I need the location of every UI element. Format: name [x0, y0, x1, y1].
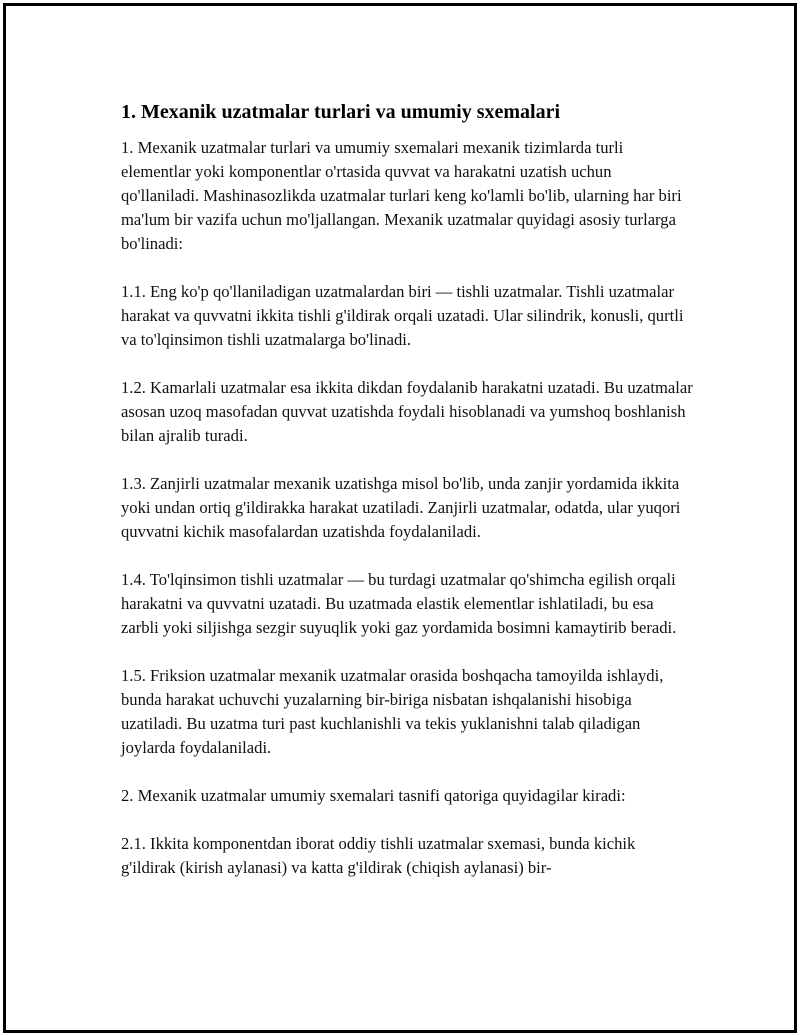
paragraph-1-5: 1.5. Friksion uzatmalar mexanik uzatmalar orasida boshqacha tamoyilda ishlaydi, bunda harakat uchuvchi yuzalarning bir-biriga nisbatan ishqalanishi hisobiga uzatiladi. Bu uzatma turi past kuchlanishli va tekis yuklanishni talab qiladigan joylarda foydalaniladi. — [121, 666, 664, 757]
document-title: 1. Mexanik uzatmalar turlari va umumiy sxemalari — [121, 101, 561, 123]
document-body — [121, 100, 693, 880]
paragraph-1-1: 1.1. Eng ko'p qo'llaniladigan uzatmalardan biri — tishli uzatmalar. Tishli uzatmalar harakat va quvvatni ikkita tishli g'ildirak orqali uzatadi. Ular silindrik, konusli, qurtli va to'lqinsimon tishli uzatmalarga bo'linadi. — [121, 282, 684, 349]
page-frame — [3, 3, 797, 1033]
paragraph-1-3: 1.3. Zanjirli uzatmalar mexanik uzatishga misol bo'lib, unda zanjir yordamida ikkita yoki undan ortiq g'ildirakka harakat uzatiladi. Zanjirli uzatmalar, odatda, ular yuqori quvvatni kichik masofalardan uzatishda foydalaniladi. — [121, 474, 681, 541]
paragraph-1-2: 1.2. Kamarlali uzatmalar esa ikkita dikdan foydalanib harakatni uzatadi. Bu uzatmalar asosan uzoq masofadan quvvat uzatishda foydali hisoblanadi va yumshoq boshlanish bilan ajralib turadi. — [121, 378, 693, 445]
paragraph-intro: 1. Mexanik uzatmalar turlari va umumiy sxemalari mexanik tizimlarda turli elementlar yoki komponentlar o'rtasida quvvat va harakatni uzatish uchun qo'llaniladi. Mashinasozlikda uzatmalar turlari keng ko'lamli bo'lib, ularning har biri ma'lum bir vazifa uchun mo'ljallangan. Mexanik uzatmalar quyidagi asosiy turlarga bo'linadi: — [121, 138, 682, 253]
paragraph-2: 2. Mexanik uzatmalar umumiy sxemalari tasnifi qatoriga quyidagilar kiradi: — [121, 786, 626, 805]
paragraph-2-1: 2.1. Ikkita komponentdan iborat oddiy tishli uzatmalar sxemasi, bunda kichik g'ildirak (kirish aylanasi) va katta g'ildirak (chiqish aylanasi) bir- — [121, 834, 636, 877]
paragraph-1-4: 1.4. To'lqinsimon tishli uzatmalar — bu turdagi uzatmalar qo'shimcha egilish orqali harakatni va quvvatni uzatadi. Bu uzatmada elastik elementlar ishlatiladi, bu esa zarbli yoki siljishga sezgir suyuqlik yoki gaz yordamida bosimni kamaytirib beradi. — [121, 570, 677, 637]
